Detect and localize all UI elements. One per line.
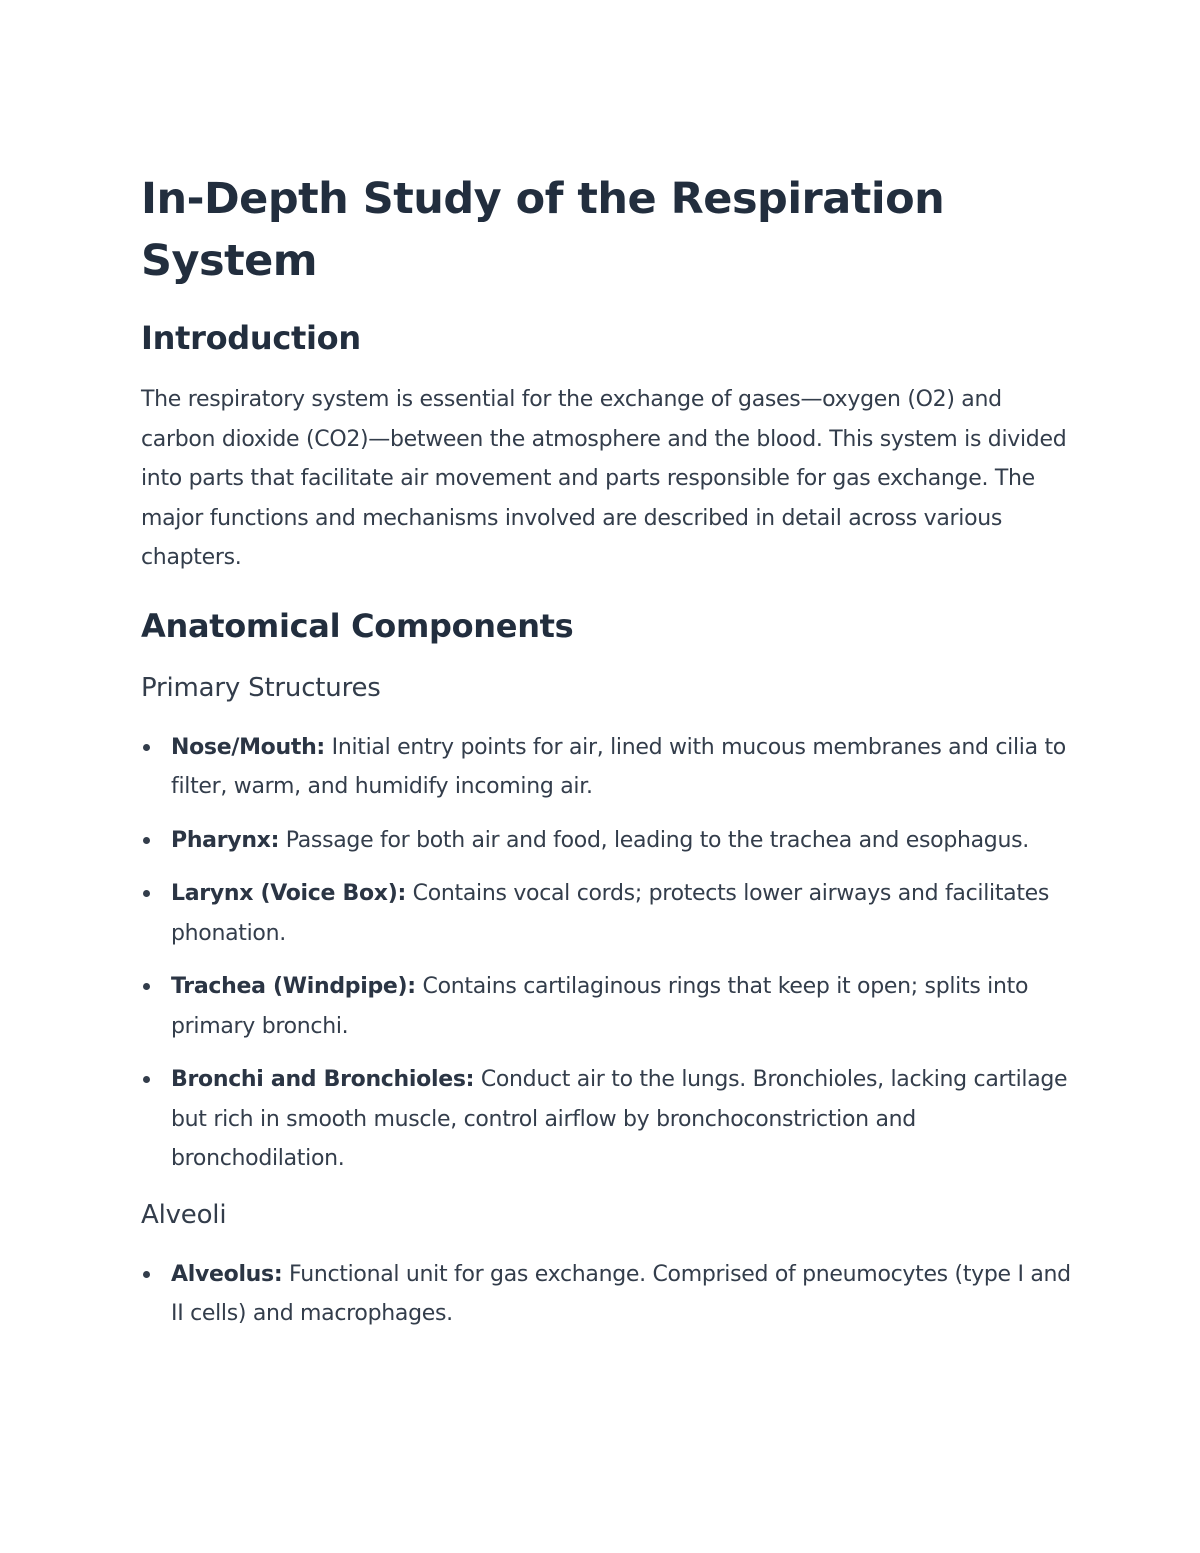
list-item-term: Trachea (Windpipe): [171,974,416,999]
page-title: In-Depth Study of the Respiration System [141,174,945,286]
bullet-icon [143,1076,150,1083]
list-item-text: Contains cartilaginous rings that keep it open; splits into primary bronchi. [171,974,1029,1039]
bullet-icon [143,983,150,990]
alveoli-list [141,1255,1071,1334]
list-item-nose-mouth [141,728,1071,807]
list-item-text: Functional unit for gas exchange. Comprised of pneumocytes (type I and II cells) and macrophages. [171,1261,1071,1326]
list-item-larynx [141,874,1071,953]
list-item-term: Nose/Mouth: [171,734,325,760]
list-item-term: Bronchi and Bronchioles: [171,1067,475,1092]
subsection-heading-primary-structures: Primary Structures [141,672,381,703]
section-heading-anatomical-components: Anatomical Components [141,606,574,645]
bullet-icon [143,837,150,844]
list-item-text: Contains vocal cords; protects lower airways and facilitates phonation. [171,881,1050,946]
list-item-bronchi [141,1060,1071,1179]
list-item-alveolus [141,1255,1071,1334]
list-item-term: Pharynx: [171,827,280,853]
list-item-trachea [141,967,1071,1046]
list-item-text: Passage for both air and food, leading to the trachea and esophagus. [279,827,1029,853]
list-item-term: Alveolus: [171,1261,283,1287]
bullet-icon [143,744,150,751]
subsection-heading-alveoli: Alveoli [141,1199,227,1230]
list-item-pharynx [141,821,1071,861]
bullet-icon [143,890,150,897]
bullet-icon [143,1271,150,1278]
list-item-term: Larynx (Voice Box): [171,881,406,906]
primary-structures-list [141,728,1071,1179]
document-page [141,168,1071,1334]
introduction-paragraph: The respiratory system is essential for the exchange of gases—oxygen (O2) and carbon dioxide (CO2)—between the atmosphere and the blood. This system is divided into parts that facilitate air movement and parts responsible for gas exchange. The major functions and mechanisms involved are described in detail across various chapters. [141,387,1067,570]
list-item-text: Conduct air to the lungs. Bronchioles, lacking cartilage but rich in smooth muscle, control airflow by bronchoconstriction and bronchodilation. [171,1067,1068,1171]
list-item-text: Initial entry points for air, lined with mucous membranes and cilia to filter, warm, and humidify incoming air. [171,734,1066,799]
section-heading-introduction: Introduction [141,319,361,357]
